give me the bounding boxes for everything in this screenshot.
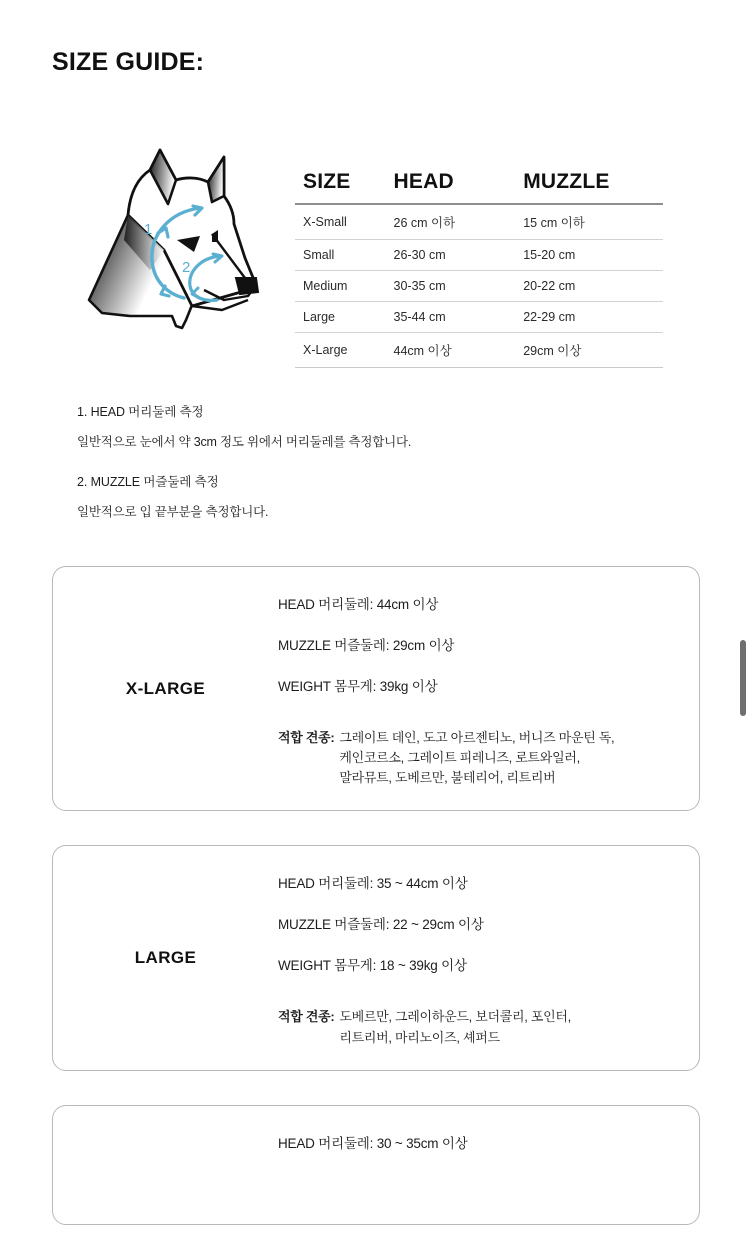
breeds-line: 도베르만, 그레이하운드, 보더콜리, 포인터,: [339, 1009, 571, 1025]
table-row: [295, 271, 663, 302]
note-muzzle: [77, 472, 637, 520]
scrollbar-thumb[interactable]: [740, 640, 746, 716]
size-card-list: [0, 566, 750, 1259]
suitable-breeds: [278, 1007, 675, 1047]
cell-muzzle: 22-29 cm: [522, 302, 663, 333]
size-card-medium[interactable]: [52, 1105, 700, 1225]
size-card-body: [278, 593, 699, 788]
cell-head: 44cm 이상: [392, 333, 523, 368]
cell-head: 26-30 cm: [392, 240, 523, 271]
cell-size: X-Large: [295, 333, 392, 368]
table-row: [295, 240, 663, 271]
size-card-body: [278, 872, 699, 1047]
breeds-label: 적합 견종:: [278, 730, 335, 745]
cell-head: 35-44 cm: [392, 302, 523, 333]
spec-head: HEAD 머리둘레: 35 ~ 44cm 이상: [278, 876, 468, 892]
note-head-title: 1. HEAD 머리둘레 측정: [77, 405, 204, 419]
size-guide-hero: [0, 130, 750, 365]
spec-head: HEAD 머리둘레: 44cm 이상: [278, 597, 439, 612]
note-head: [77, 402, 637, 450]
spec-weight: WEIGHT 몸무게: 39kg 이상: [278, 679, 438, 694]
svg-text:2: 2: [182, 259, 191, 276]
breeds-list: [339, 728, 614, 788]
size-card-large[interactable]: [52, 845, 700, 1070]
breeds-line: 그레이트 데인, 도고 아르젠티노, 버니즈 마운틴 독,: [339, 730, 615, 745]
spec-head: HEAD 머리둘레: 30 ~ 35cm 이상: [278, 1135, 468, 1151]
table-header-row: [295, 170, 663, 204]
cell-muzzle: 29cm 이상: [522, 333, 663, 368]
cell-muzzle: 20-22 cm: [522, 271, 663, 302]
breeds-line: 말라뮤트, 도베르만, 불테리어, 리트리버: [339, 770, 556, 786]
note-head-desc: 일반적으로 눈에서 약 3cm 정도 위에서 머리둘레를 측정합니다.: [77, 435, 412, 449]
page-title: SIZE GUIDE:: [52, 48, 205, 76]
note-muzzle-title: 2. MUZZLE 머즐둘레 측정: [77, 475, 219, 489]
breeds-line: 케인코르소, 그레이트 피레니즈, 로트와일러,: [339, 750, 580, 766]
spec-weight: WEIGHT 몸무게: 18 ~ 39kg 이상: [278, 958, 467, 974]
note-muzzle-desc: 일반적으로 입 끝부분을 측정합니다.: [77, 505, 269, 519]
breeds-list: [339, 1007, 571, 1047]
cell-muzzle: 15-20 cm: [522, 240, 663, 271]
cell-size: Medium: [295, 271, 392, 302]
spec-muzzle: MUZZLE 머즐둘레: 22 ~ 29cm 이상: [278, 917, 484, 933]
table-header-size: SIZE: [303, 170, 351, 193]
table-row: [295, 204, 663, 240]
table-row: [295, 302, 663, 333]
size-specification-table: [295, 170, 663, 368]
cell-head: 30-35 cm: [392, 271, 523, 302]
breeds-label: 적합 견종:: [278, 1009, 335, 1025]
cell-size: Small: [295, 240, 392, 271]
table-row: [295, 333, 663, 368]
table-header-muzzle: MUZZLE: [523, 170, 610, 193]
breeds-line: 리트리버, 마리노이즈, 셰퍼드: [339, 1029, 500, 1045]
cell-head: 26 cm 이하: [392, 204, 523, 240]
size-card-label: X-LARGE: [125, 678, 206, 698]
size-card-label: LARGE: [134, 948, 197, 968]
svg-text:1: 1: [144, 221, 153, 238]
size-card-x-large[interactable]: [52, 566, 700, 811]
page-scrollbar[interactable]: [736, 0, 750, 1119]
spec-muzzle: MUZZLE 머즐둘레: 29cm 이상: [278, 638, 455, 653]
suitable-breeds: [278, 728, 675, 788]
measurement-instructions: [77, 402, 637, 542]
cell-muzzle: 15 cm 이하: [522, 204, 663, 240]
dog-head-measurement-diagram: [72, 130, 292, 360]
table-header-head: HEAD: [393, 170, 454, 193]
cell-size: Large: [295, 302, 392, 333]
cell-size: X-Small: [295, 204, 392, 240]
size-card-body: [278, 1132, 699, 1152]
